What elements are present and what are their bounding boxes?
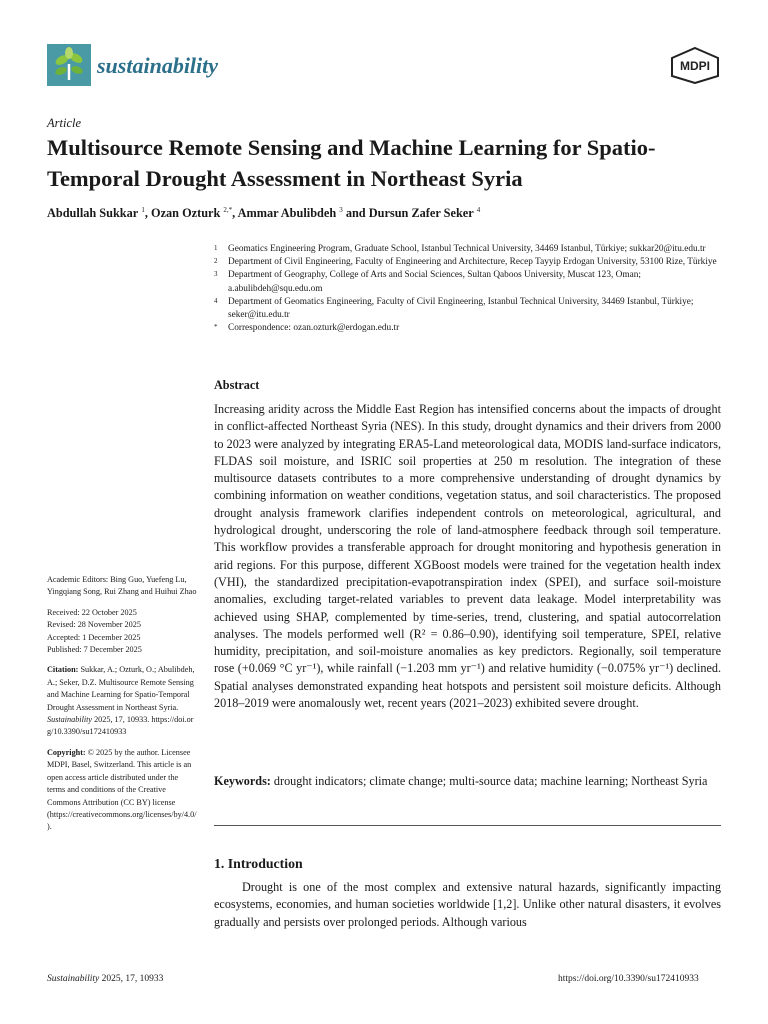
copyright (47, 747, 197, 834)
section-divider (214, 825, 721, 826)
introduction-heading: 1. Introduction (214, 856, 303, 871)
article-type: Article (47, 116, 82, 130)
affiliation-text: Department of Geomatics Engineering, Faculty of Civil Engineering, Istanbul Technical University, 34469 Istanbul, Türkiye; seker@itu.edu.tr (228, 296, 694, 321)
author-sep: , (144, 206, 151, 221)
mdpi-logo-icon (668, 46, 722, 84)
author-and: and (342, 206, 369, 221)
author-affil-sup: 2,* (223, 206, 233, 214)
introduction-text: Drought is one of the most complex and extensive natural hazards, significantly impacting ecosystems, economies, and human societies worldwide [1,2]. Unlike other natural disasters, it evolves gradually and persists over prolonged periods. Although various (214, 880, 721, 929)
citation-text: Sukkar, A.; Ozturk, O.; Abulibdeh, A.; Seker, D.Z. Multisource Remote Sensing and Machine Learning for Spatio-Temporal Drought Assessment in Northeast Syria. (47, 665, 195, 712)
author-sep: , (232, 206, 238, 221)
affiliation-item (214, 322, 734, 335)
affiliation-text: Geomatics Engineering Program, Graduate School, Istanbul Technical University, 34469 Istanbul, Türkiye; sukkar20@itu.edu.tr (228, 244, 706, 254)
author-name: Ammar Abulibdeh (237, 206, 337, 221)
publisher-name: MDPI (680, 59, 710, 73)
citation-label: Citation: (47, 665, 79, 675)
footer-doi-link[interactable]: https://doi.org/10.3390/su172410933 (558, 974, 699, 984)
affiliation-item (214, 269, 734, 295)
abstract-text: Increasing aridity across the Middle East Region has intensified concerns about the impacts of drought in conflict-affected Northeast Syria (NES). In this study, drought dynamics and their drivers from 2000 to 2023 were analyzed by integrating ERA5-Land meteorological data, MODIS land-surface indicators, FLDAS soil moisture, and ISRIC soil properties at 250 m resolution. The integration of these multisource datasets contributes to a more comprehensive understanding of drought dynamics by combining information on weather conditions, vegetation status, and soil characteristics. The proposed drought analysis framework clarifies independent controls on meteorological, agricultural, and hydrological drought, underscoring the role of land-atmosphere feedback through soil temperature. This workflow provides a transferable approach for drought monitoring and hypothesis generation in arid regions. For this purpose, different XGBoost models were trained for the vegetation health index (VHI), the standardized precipitation-evapotranspiration index (SPEI), and surface soil-moisture anomalies, excluding target-related variables to prevent data leakage. Model interpretability was achieved using SHAP, complemented by time-series, trend, clustering, and spatial autocorrelation analyses. The models performed well (R² = 0.86–0.90), identifying soil temperature, SPEI, relative humidity, precipitation, and soil-moisture anomalies as key predictors. Regionally, soil temperature rose (+0.069 °C yr⁻¹), while rainfall (−1.203 mm yr⁻¹) and relative humidity (−0.075% yr⁻¹) declined. Spatial analyses demonstrated expanding heat hotspots and persistent soil moisture deficits. Although 2018–2019 were anomalously wet, recent years (2021–2023) exhibited severe drought. (214, 402, 721, 711)
affiliation-item (214, 296, 734, 322)
affiliations (214, 243, 734, 335)
author-affil-sup: 1 (141, 206, 145, 214)
affiliation-text: Department of Civil Engineering, Faculty of Engineering and Architecture, Recep Tayyip Erdogan University, 53100 Rize, Türkiye (228, 257, 717, 268)
author-list (47, 206, 480, 221)
author-affil-sup: 3 (339, 206, 343, 214)
author-name: Ozan Ozturk (151, 206, 221, 221)
received-date: Received: 22 October 2025 (47, 607, 137, 617)
footer-volume: 2025, 17, 10933 (101, 974, 164, 984)
journal-name: sustainability (97, 53, 219, 78)
keywords-label: Keywords: (214, 774, 271, 788)
keywords (214, 773, 721, 790)
affiliation-num: 2 (214, 257, 218, 266)
abstract-heading: Abstract (214, 378, 260, 392)
affiliation-item (214, 243, 734, 256)
correspondence-text: Correspondence: ozan.ozturk@erdogan.edu.tr (228, 323, 400, 334)
citation (47, 664, 197, 738)
article-info-sidebar (47, 574, 197, 842)
author-name: Abdullah Sukkar (47, 206, 139, 221)
journal-logo-icon (47, 44, 91, 86)
accepted-date: Accepted: 1 December 2025 (47, 632, 141, 642)
author-affil-sup: 4 (476, 206, 481, 214)
copyright-label: Copyright: (47, 747, 86, 757)
academic-editors: Academic Editors: Bing Guo, Yuefeng Lu, Yingqiang Song, Rui Zhang and Huihui Zhao (47, 575, 197, 597)
citation-doi-link[interactable]: 2025, 17, 10933. https://doi.org/10.3390/su172410933 (47, 715, 194, 737)
footer-citation (47, 974, 163, 984)
revised-date: Revised: 28 November 2025 (47, 620, 141, 630)
affiliation-text: Department of Geography, College of Arts and Social Sciences, Sultan Qaboos University, Muscat 123, Oman; a.abulibdeh@squ.edu.om (228, 270, 641, 294)
affiliation-num: * (214, 323, 218, 332)
affiliation-num: 1 (214, 244, 218, 252)
affiliation-num: 3 (214, 270, 218, 279)
citation-journal: Sustainability (47, 715, 93, 725)
published-date: Published: 7 December 2025 (47, 645, 142, 655)
affiliation-item (214, 256, 734, 269)
affiliation-num: 4 (214, 296, 218, 305)
copyright-text: © 2025 by the author. Licensee MDPI, Basel, Switzerland. This article is an open access article distributed under the terms and conditions of the Creative Commons Attribution (CC BY) license (https://creativecommons.org/licenses/by/4.0/). (47, 747, 197, 832)
footer-journal: Sustainability (47, 974, 100, 984)
author-name: Dursun Zafer Seker (368, 206, 474, 221)
keywords-text: drought indicators; climate change; multi-source data; machine learning; Northeast Syria (273, 774, 708, 788)
article-title: Multisource Remote Sensing and Machine Learning for Spatio-Temporal Drought Assessment in Northeast Syria (47, 135, 656, 191)
